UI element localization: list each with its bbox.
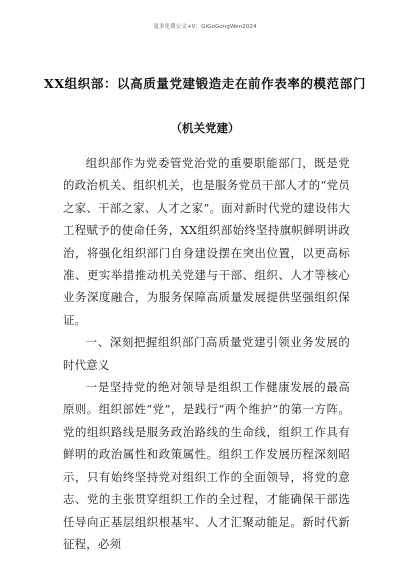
header-note: 更多免费公文+V：GiGoGongWen2024 [153, 24, 257, 30]
paragraph-intro: 组织部作为党委管党治党的重要职能部门，既是党的政治机关、组织机关，也是服务党员干部人才的“党员之家、干部之家、人才之家”。面对新时代党的建设伟大工程赋予的使命任务，XX组织部始终坚持旗帜鲜明讲政治，将强化组织部门自身建设摆在突出位置，以更高标准、更实举措推动机关党建与干部、组织、人才等核心业务深度融合，为服务保障高质量发展提供坚强组织保证。 [63, 156, 350, 327]
document-title: XX组织部：以高质量党建锻造走在前作表率的模范部门 [44, 76, 366, 91]
document-subtitle: （机关党建） [170, 121, 240, 135]
paragraph-point-1: 一是坚持党的绝对领导是组织工作健康发展的最高原则。组织部姓“党”，是践行“两个维护”的第一方阵。党的组织路线是服务政治路线的生命线，组织工作具有鲜明的政治属性和政策属性。组织工作发展历程深刻昭示，只有始终坚持党对组织工作的全面领导，将党的意志、党的主张贯穿组织工作的全过程，才能确保干部选任导向正基层组织根基牢、人才汇聚动能足。新时代新征程，必须 [63, 380, 350, 551]
document-body [63, 152, 350, 555]
section-heading-1: 一、深刻把握组织部门高质量党建引领业务发展的时代意义 [63, 335, 350, 372]
